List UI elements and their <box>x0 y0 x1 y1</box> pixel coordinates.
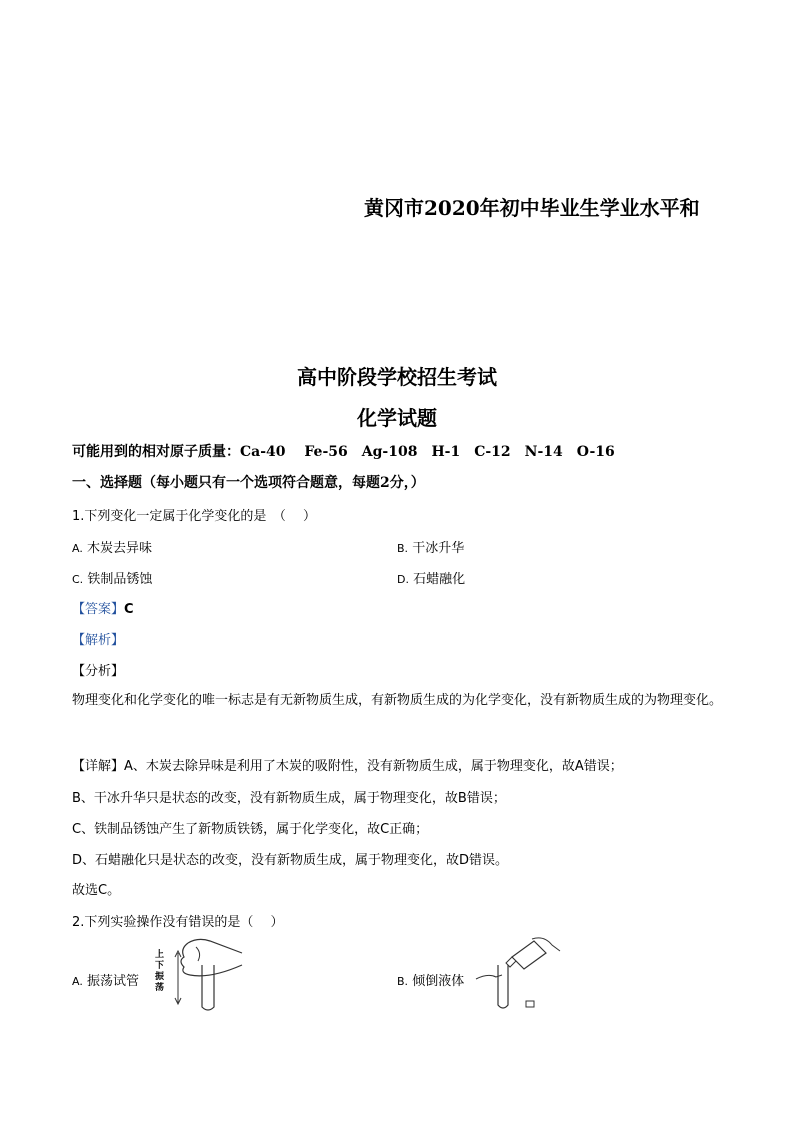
detail-label: 【详解】 <box>72 759 125 774</box>
exam-subject-title: 化学试题 <box>357 406 437 430</box>
exam-title-line1: 黄冈市2020年初中毕业生学业水平和 <box>364 196 700 220</box>
pour-liquid-figure <box>472 935 562 1015</box>
option-text: 木炭去异味 <box>86 541 152 556</box>
option-text: 石蜡融化 <box>413 572 466 587</box>
answer-line <box>72 598 134 617</box>
answer-label: 【答案】 <box>72 602 125 617</box>
option-text: 干冰升华 <box>412 541 465 556</box>
q1-option-d <box>397 568 465 587</box>
detail-a: A、木炭去除异味是利用了木炭的吸附性，没有新物质生成，属于物理变化，故A错误； <box>124 759 623 774</box>
fenxi-label: 【分析】 <box>72 664 125 679</box>
option-text: 铁制品锈蚀 <box>87 572 153 587</box>
atomic-masses-line: 可能用到的相对原子质量：Ca-40 Fe-56 Ag-108 H-1 C-12 N-14 O-16 <box>72 444 615 460</box>
detail-d: D、石蜡融化只是状态的改变，没有新物质生成，属于物理变化，故D错误。 <box>72 853 509 868</box>
question-2-stem: 2.下列实验操作没有错误的是（ ） <box>72 915 284 930</box>
q2-option-b <box>397 970 464 989</box>
q2-option-a <box>72 970 139 989</box>
q1-option-b <box>397 537 464 556</box>
option-letter: A. <box>72 975 83 988</box>
q1-option-c <box>72 568 152 587</box>
answer-value: C <box>124 602 134 617</box>
section-heading: 一、选择题（每小题只有一个选项符合题意，每题2分，） <box>72 475 425 491</box>
option-text: 倾倒液体 <box>412 974 465 989</box>
option-text: 振荡试管 <box>86 974 139 989</box>
question-1-stem: 1.下列变化一定属于化学变化的是 （ ） <box>72 509 317 524</box>
option-letter: B. <box>397 975 409 988</box>
shake-figure-label: 上下振荡 <box>155 950 165 993</box>
detail-a-line <box>72 755 623 774</box>
option-letter: A. <box>72 542 83 555</box>
option-letter: D. <box>397 573 409 586</box>
option-letter: B. <box>397 542 409 555</box>
fenxi-text: 物理变化和化学变化的唯一标志是有无新物质生成，有新物质生成的为化学变化，没有新物质生成的为物理变化。 <box>72 693 723 708</box>
detail-b: B、干冰升华只是状态的改变，没有新物质生成，属于物理变化，故B错误； <box>72 791 506 806</box>
analysis-label: 【解析】 <box>72 633 125 648</box>
option-letter: C. <box>72 573 84 586</box>
exam-title-line2: 高中阶段学校招生考试 <box>297 365 497 389</box>
detail-c: C、铁制品锈蚀产生了新物质铁锈，属于化学变化，故C正确； <box>72 822 429 837</box>
q1-option-a <box>72 537 152 556</box>
conclusion: 故选C。 <box>72 883 121 898</box>
